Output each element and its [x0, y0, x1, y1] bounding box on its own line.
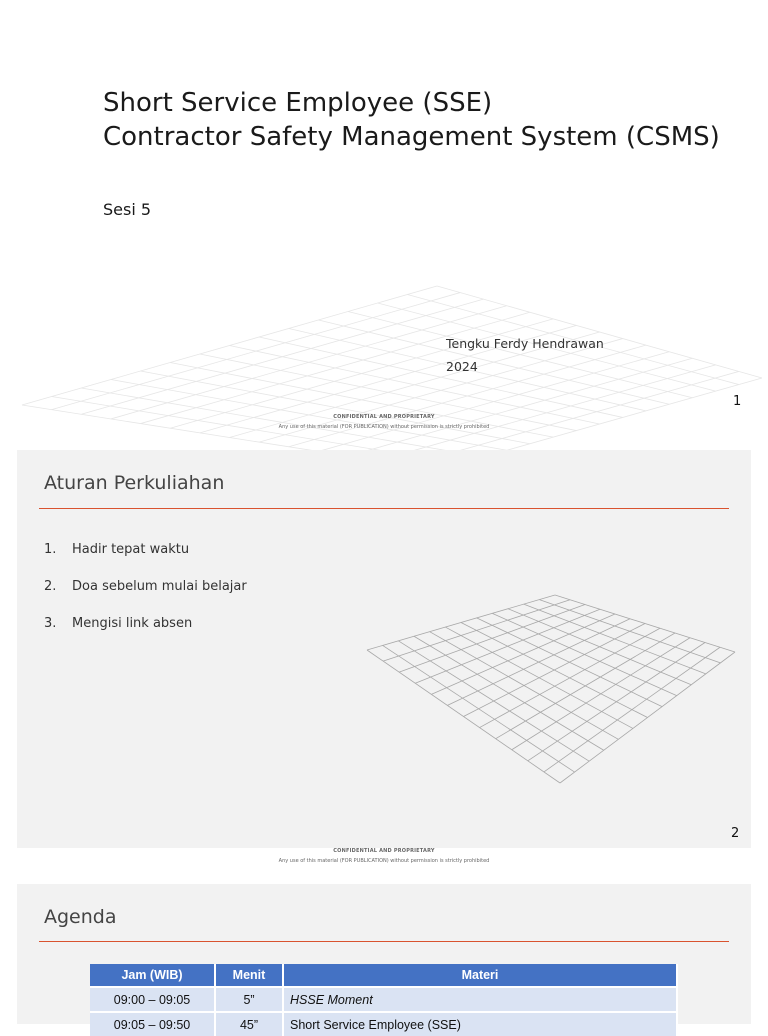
perspective-grid-decoration [17, 450, 751, 848]
table-header-row [90, 964, 677, 987]
slide-2 [17, 450, 751, 848]
session-label: Sesi 5 [103, 200, 152, 219]
author-name: Tengku Ferdy Hendrawan [446, 336, 604, 351]
confidential-footer [17, 848, 751, 864]
agenda-table [90, 964, 678, 1036]
title-line-1: Short Service Employee (SSE) [103, 88, 493, 118]
confidential-label: CONFIDENTIAL AND PROPRIETARY [333, 414, 435, 420]
table-cell: 09:05 – 09:50 [90, 1012, 215, 1036]
column-header: Menit [215, 964, 283, 987]
table-cell: 45” [215, 1012, 283, 1036]
author-year: 2024 [446, 359, 478, 374]
title-divider [39, 941, 729, 942]
slide-title: Agenda [44, 906, 117, 928]
slide-3 [17, 884, 751, 1032]
table-row [90, 987, 677, 1012]
list-text: Hadir tepat waktu [72, 542, 190, 557]
list-number: 3. [44, 616, 57, 631]
column-header: Jam (WIB) [90, 964, 215, 987]
author-block [446, 332, 604, 378]
table-row [90, 1012, 677, 1036]
table-cell: 09:00 – 09:05 [90, 987, 215, 1012]
list-number: 1. [44, 542, 57, 557]
confidential-footer [17, 414, 751, 430]
list-text: Doa sebelum mulai belajar [72, 579, 247, 594]
confidential-label: CONFIDENTIAL AND PROPRIETARY [333, 848, 435, 854]
page-number: 2 [731, 826, 740, 841]
slide-title: Aturan Perkuliahan [44, 472, 225, 494]
table-cell: 5” [215, 987, 283, 1012]
confidential-notice: Any use of this material (FOR PUBLICATION) without permission is strictly prohibited [278, 858, 490, 864]
slide-title [103, 86, 720, 154]
page-number: 1 [733, 394, 742, 409]
table-cell: Short Service Employee (SSE) [283, 1012, 677, 1036]
list-number: 2. [44, 579, 57, 594]
list-text: Mengisi link absen [72, 616, 193, 631]
table-cell: HSSE Moment [283, 987, 677, 1012]
column-header: Materi [283, 964, 677, 987]
title-line-2: Contractor Safety Management System (CSMS) [103, 122, 720, 152]
slide-1 [17, 0, 751, 418]
confidential-notice: Any use of this material (FOR PUBLICATION) without permission is strictly prohibited [278, 424, 490, 430]
